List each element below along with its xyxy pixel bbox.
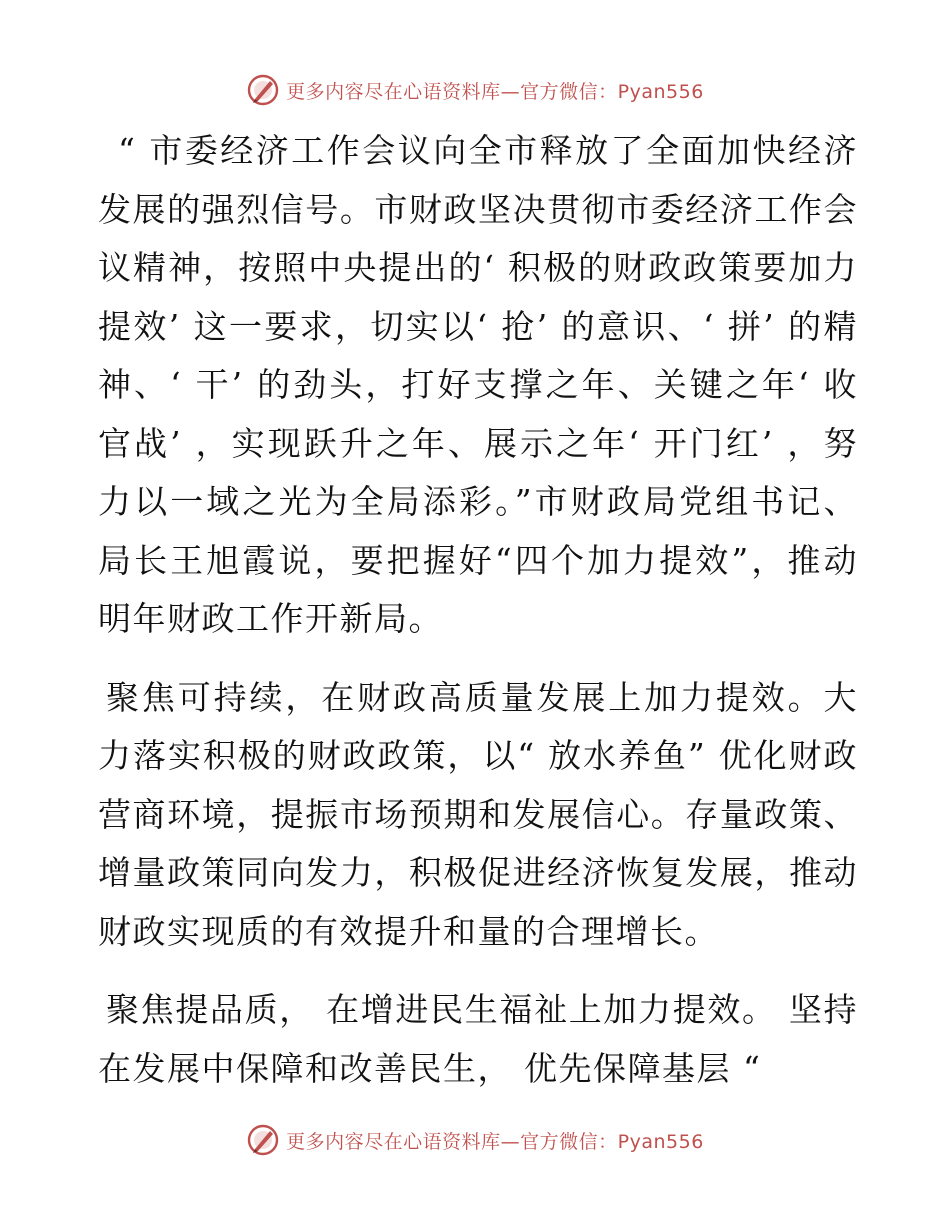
footer-banner — [0, 1120, 950, 1160]
footer-banner-text: 更多内容尽在心语资料库—官方微信：Pyan556 — [286, 1130, 704, 1153]
header-banner-text: 更多内容尽在心语资料库—官方微信：Pyan556 — [286, 80, 704, 103]
quill-circle-icon — [246, 1123, 280, 1157]
document-body — [98, 122, 858, 1118]
paragraph-3: 聚焦提品质， 在增进民生福祉上加力提效。 坚持在发展中保障和改善民生， 优先保障基层 “ — [98, 990, 858, 1088]
header-banner — [0, 70, 950, 110]
paragraph-2: 聚焦可持续，在财政高质量发展上加力提效。大力落实积极的财政政策，以“ 放水养鱼” 优化财政营商环境，提振市场预期和发展信心。存量政策、增量政策同向发力，积极促进经济恢复发展，推动财政实现质的有效提升和量的合理增长。 — [98, 677, 858, 951]
quill-circle-icon — [246, 73, 280, 107]
paragraph-1: “ 市委经济工作会议向全市释放了全面加快经济发展的强烈信号。市财政坚决贯彻市委经济工作会议精神，按照中央提出的‘ 积极的财政政策要加力提效’ 这一要求，切实以‘ 抢’ 的意识、‘ 拼’ 的精神、‘ 干’ 的劲头，打好支撑之年、关键之年‘ 收官战’ ，实现跃升之年、展示之年‘ 开门红’ ，努力以一域之光为全局添彩。”市财政局党组书记、局长王旭霞说，要把握好“四个加力提效”，推动明年财政工作开新局。 — [98, 131, 858, 638]
